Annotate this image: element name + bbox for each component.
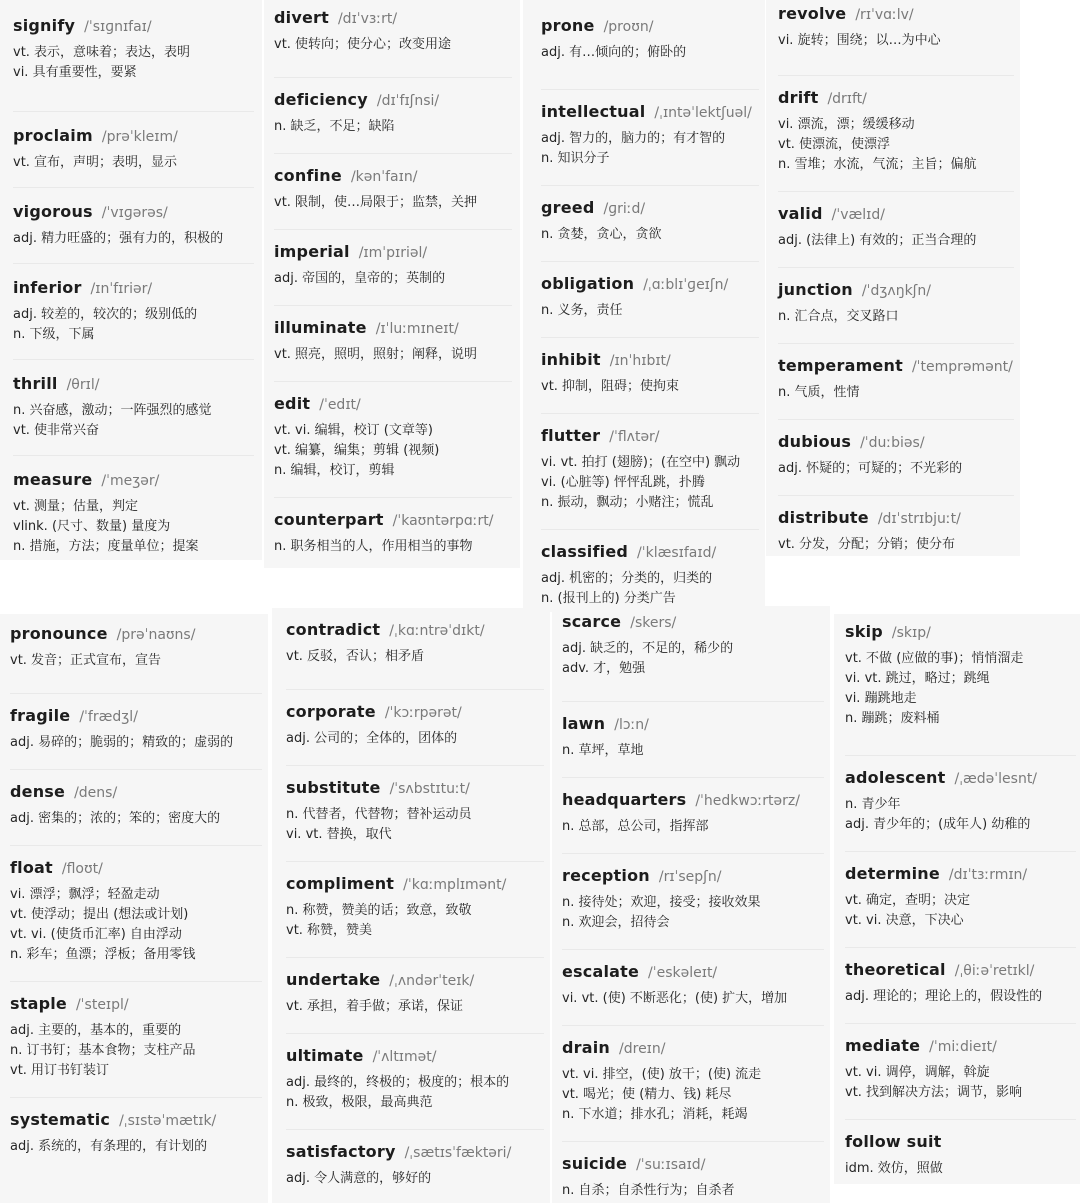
definition: vt. 宣布，声明；表明，显示 (13, 155, 178, 170)
phonetic: /ɪmˈpɪriəl/ (358, 245, 428, 261)
headword: classified (541, 542, 629, 561)
definition: vt. 抑制，阻碍；使拘束 (541, 379, 680, 394)
definition: adj. 怀疑的；可疑的；不光彩的 (778, 461, 963, 476)
definition: vi. 旋转；围绕；以…为中心 (778, 33, 941, 48)
definition: vt. 称赞，赞美 (286, 923, 373, 938)
definition: n. 接待处；欢迎，接受；接收效果 (562, 895, 761, 910)
word-panel-4 (766, 0, 1020, 556)
word-panel-8 (834, 614, 1080, 1184)
definition: n. 总部，总公司，指挥部 (562, 819, 709, 834)
definition: adj. 青少年的；(成年人) 幼稚的 (845, 817, 1031, 832)
phonetic: /ˈkɑːmplɪmənt/ (403, 877, 507, 893)
definition: vi. 蹦跳地走 (845, 691, 917, 706)
headword: reception (562, 866, 650, 885)
headword: determine (845, 864, 940, 883)
word-entry (778, 420, 1014, 496)
definition: vt. vi. (使货币汇率) 自由浮动 (10, 927, 182, 942)
headword: proclaim (13, 126, 93, 145)
phonetic: /ɪˈluːmɪneɪt/ (375, 321, 459, 337)
word-entry (274, 306, 512, 382)
word-entry (845, 852, 1076, 948)
phonetic: /dens/ (74, 785, 118, 801)
word-entry (274, 382, 512, 498)
definition: vlink. (尺寸、数量) 量度为 (13, 519, 171, 534)
word-entry (562, 702, 824, 778)
definition: adj. 易碎的；脆弱的；精致的；虚弱的 (10, 735, 234, 750)
word-entry (778, 496, 1014, 556)
headword: greed (541, 198, 595, 217)
word-entry (778, 344, 1014, 420)
headword: dense (10, 782, 66, 801)
definition: n. 贪婪，贪心，贪欲 (541, 227, 662, 242)
phonetic: /ˈedɪt/ (319, 397, 361, 413)
word-entry (10, 622, 262, 694)
word-panel-2 (264, 0, 520, 568)
headword: drift (778, 88, 819, 107)
headword: imperial (274, 242, 350, 261)
definition: adj. 帝国的，皇帝的；英制的 (274, 271, 446, 286)
definition: adj. 令人满意的，够好的 (286, 1171, 432, 1186)
word-entry (274, 78, 512, 154)
word-entry (541, 262, 759, 338)
phonetic: /ˌɑːblɪˈɡeɪʃn/ (643, 277, 729, 293)
phonetic: /ˈeskəleɪt/ (648, 965, 718, 981)
definition: n. 极致，极限，最高典范 (286, 1095, 433, 1110)
definition: adj. 机密的；分类的，归类的 (541, 571, 713, 586)
phonetic: /ˈduːbiəs/ (860, 435, 925, 451)
phonetic: /ˌkɑːntrəˈdɪkt/ (389, 623, 485, 639)
definition: vt. 分发，分配；分销；使分布 (778, 537, 956, 552)
headword: dubious (778, 432, 852, 451)
headword: contradict (286, 620, 381, 639)
headword: headquarters (562, 790, 687, 809)
headword: satisfactory (286, 1142, 396, 1161)
word-panel-1 (0, 0, 262, 560)
definition: vt. 使漂流，使漂浮 (778, 137, 891, 152)
definition: n. 下水道；排水孔；消耗，耗竭 (562, 1107, 748, 1122)
headword: counterpart (274, 510, 384, 529)
word-entry (562, 854, 824, 950)
phonetic: /ˈvɪɡərəs/ (101, 205, 168, 221)
word-entry (845, 1024, 1076, 1120)
headword: flutter (541, 426, 601, 445)
definition: adj. 智力的，脑力的；有才智的 (541, 131, 726, 146)
definition: vt. vi. 排空，(使) 放干；(使) 流走 (562, 1067, 762, 1082)
definition: n. 职务相当的人，作用相当的事物 (274, 539, 473, 554)
definition: vi. 漂流，漂；缓缓移动 (778, 117, 915, 132)
definition: vt. 喝光；使 (精力、钱) 耗尽 (562, 1087, 732, 1102)
headword: substitute (286, 778, 381, 797)
phonetic: /ˌsætɪsˈfæktəri/ (404, 1145, 512, 1161)
phonetic: /ˈsɪɡnɪfaɪ/ (84, 19, 152, 35)
phonetic: /dreɪn/ (619, 1041, 666, 1057)
phonetic: /prəˈkleɪm/ (101, 129, 178, 145)
word-panel-6 (272, 608, 550, 1203)
headword: fragile (10, 706, 71, 725)
phonetic: /drɪft/ (827, 91, 867, 107)
headword: theoretical (845, 960, 946, 979)
phonetic: /ˈflʌtər/ (609, 429, 660, 445)
definition: vi. 漂浮；飘浮；轻盈走动 (10, 887, 160, 902)
definition: vt. 使非常兴奋 (13, 423, 100, 438)
headword: skip (845, 622, 883, 641)
headword: follow suit (845, 1132, 942, 1151)
headword: signify (13, 16, 76, 35)
definition: vt. vi. 决意，下决心 (845, 913, 964, 928)
phonetic: /ˌsɪstəˈmætɪk/ (119, 1113, 217, 1129)
headword: measure (13, 470, 93, 489)
word-entry (10, 694, 262, 770)
definition: vi. vt. 拍打 (翅膀)；(在空中) 飘动 (541, 455, 741, 470)
definition: vt. 表示，意味着；表达，表明 (13, 45, 191, 60)
definition: vt. 编纂，编集；剪辑 (视频) (274, 443, 440, 458)
phonetic: /θrɪl/ (66, 377, 100, 393)
word-entry (13, 264, 254, 360)
word-entry (13, 112, 254, 188)
word-entry (541, 90, 759, 186)
phonetic: /ˈkaʊntərpɑːrt/ (392, 513, 494, 529)
phonetic: /dɪˈvɜːrt/ (337, 11, 398, 27)
word-entry (562, 778, 824, 854)
phonetic: /ˈmeʒər/ (101, 473, 160, 489)
word-entry (274, 154, 512, 230)
phonetic: /prəˈnaʊns/ (116, 627, 196, 643)
headword: divert (274, 8, 329, 27)
word-entry (286, 618, 544, 690)
headword: corporate (286, 702, 376, 721)
word-entry (286, 1130, 544, 1200)
headword: inhibit (541, 350, 601, 369)
phonetic: /ˈtemprəmənt/ (911, 359, 1013, 375)
definition: n. 自杀；自杀性行为；自杀者 (562, 1183, 735, 1198)
definition: vt. vi. 调停，调解，斡旋 (845, 1065, 990, 1080)
headword: float (10, 858, 53, 877)
headword: scarce (562, 612, 622, 631)
phonetic: /proʊn/ (603, 19, 654, 35)
definition: n. 汇合点，交叉路口 (778, 309, 899, 324)
word-entry (10, 846, 262, 982)
phonetic: /dɪˈstrɪbjuːt/ (877, 511, 961, 527)
word-entry (13, 456, 254, 560)
headword: suicide (562, 1154, 628, 1173)
word-entry (10, 982, 262, 1098)
definition: vt. 发音；正式宣布，宣告 (10, 653, 162, 668)
phonetic: /ˈsʌbstɪtuːt/ (389, 781, 470, 797)
word-entry (10, 1098, 262, 1174)
definition: n. 编辑，校订，剪辑 (274, 463, 395, 478)
definition: n. 彩车；鱼漂；浮板；备用零钱 (10, 947, 196, 962)
definition: n. 义务，责任 (541, 303, 623, 318)
definition: n. 知识分子 (541, 151, 610, 166)
definition: n. 下级，下属 (13, 327, 95, 342)
word-entry (778, 192, 1014, 268)
phonetic: /ɪnˈfɪriər/ (90, 281, 153, 297)
definition: n. 气质，性情 (778, 385, 860, 400)
word-entry (10, 770, 262, 846)
word-panel-3 (523, 0, 765, 612)
headword: illuminate (274, 318, 367, 337)
headword: drain (562, 1038, 611, 1057)
word-entry (541, 14, 759, 90)
headword: deficiency (274, 90, 368, 109)
definition: n. 代替者，代替物；替补运动员 (286, 807, 472, 822)
headword: intellectual (541, 102, 646, 121)
definition: vi. vt. (使) 不断恶化；(使) 扩大，增加 (562, 991, 788, 1006)
word-entry (13, 14, 254, 112)
definition: adj. 主要的，基本的，重要的 (10, 1023, 182, 1038)
headword: obligation (541, 274, 635, 293)
definition: vt. 使浮动；提出 (想法或计划) (10, 907, 189, 922)
definition: n. 蹦跳；废料桶 (845, 711, 940, 726)
definition: adv. 才，勉强 (562, 661, 646, 676)
phonetic: /ˈʌltɪmət/ (372, 1049, 437, 1065)
phonetic: /floʊt/ (61, 861, 103, 877)
word-entry (541, 530, 759, 612)
definition: adj. 有…倾向的；俯卧的 (541, 45, 687, 60)
word-entry (778, 268, 1014, 344)
word-entry (13, 188, 254, 264)
headword: prone (541, 16, 595, 35)
definition: vt. 测量；估量，判定 (13, 499, 139, 514)
definition: vt. 找到解决方法；调节，影响 (845, 1085, 1023, 1100)
word-entry (845, 620, 1076, 756)
phonetic: /lɔːn/ (614, 717, 649, 733)
headword: confine (274, 166, 342, 185)
phonetic: /skɪp/ (891, 625, 931, 641)
definition: vt. 用订书钉装订 (10, 1063, 110, 1078)
headword: mediate (845, 1036, 921, 1055)
headword: junction (778, 280, 853, 299)
definition: vt. vi. 编辑，校订 (文章等) (274, 423, 433, 438)
definition: adj. 较差的，较次的；级别低的 (13, 307, 198, 322)
headword: systematic (10, 1110, 111, 1129)
definition: idm. 效仿，照做 (845, 1161, 943, 1176)
definition: adj. 缺乏的，不足的，稀少的 (562, 641, 734, 656)
phonetic: /dɪˈfɪʃnsi/ (376, 93, 440, 109)
word-entry (286, 766, 544, 862)
word-entry (845, 948, 1076, 1024)
definition: n. 称赞，赞美的话；致意，致敬 (286, 903, 472, 918)
definition: vt. 确定，查明；决定 (845, 893, 971, 908)
phonetic: /ˌθiːəˈretɪkl/ (954, 963, 1035, 979)
headword: inferior (13, 278, 82, 297)
headword: adolescent (845, 768, 946, 787)
headword: ultimate (286, 1046, 364, 1065)
word-entry (778, 76, 1014, 192)
definition: adj. 系统的，有条理的，有计划的 (10, 1139, 208, 1154)
definition: vt. 不做 (应做的事)；悄悄溜走 (845, 651, 1024, 666)
headword: pronounce (10, 624, 108, 643)
headword: vigorous (13, 202, 93, 221)
phonetic: /ɡriːd/ (603, 201, 646, 217)
headword: escalate (562, 962, 640, 981)
headword: lawn (562, 714, 606, 733)
word-entry (845, 1120, 1076, 1182)
definition: vi. vt. 替换，取代 (286, 827, 392, 842)
phonetic: /rɪˈsepʃn/ (658, 869, 722, 885)
phonetic: /ˈdʒʌŋkʃn/ (861, 283, 931, 299)
headword: compliment (286, 874, 395, 893)
word-entry (286, 862, 544, 958)
headword: thrill (13, 374, 58, 393)
word-entry (562, 1142, 824, 1203)
definition: n. 青少年 (845, 797, 901, 812)
definition: adj. 公司的；全体的，团体的 (286, 731, 458, 746)
phonetic: /ˈsuːɪsaɪd/ (636, 1157, 706, 1173)
word-panel-7 (552, 606, 830, 1203)
headword: revolve (778, 4, 847, 23)
definition: adj. 密集的；浓的；笨的；密度大的 (10, 811, 221, 826)
word-entry (286, 1034, 544, 1130)
headword: staple (10, 994, 67, 1013)
word-entry (274, 498, 512, 568)
phonetic: /ˈsteɪpl/ (75, 997, 129, 1013)
phonetic: /ˌɪntəˈlektʃuəl/ (654, 105, 752, 121)
headword: undertake (286, 970, 381, 989)
definition: adj. (法律上) 有效的；正当合理的 (778, 233, 977, 248)
word-entry (562, 1026, 824, 1142)
phonetic: /ˈfrædʒl/ (79, 709, 138, 725)
definition: adj. 理论的；理论上的，假设性的 (845, 989, 1043, 1004)
definition: n. (报刊上的) 分类广告 (541, 591, 676, 606)
definition: n. 雪堆；水流，气流；主旨；偏航 (778, 157, 977, 172)
headword: distribute (778, 508, 869, 527)
phonetic: /ˈkɔːrpərət/ (384, 705, 462, 721)
phonetic: /skers/ (630, 615, 677, 631)
phonetic: /ˈklæsɪfaɪd/ (637, 545, 717, 561)
phonetic: /kənˈfaɪn/ (350, 169, 418, 185)
phonetic: /ˈvælɪd/ (831, 207, 885, 223)
phonetic: /ˈmiːdieɪt/ (929, 1039, 997, 1055)
definition: n. 措施，方法；度量单位；提案 (13, 539, 199, 554)
word-entry (541, 338, 759, 414)
word-entry (541, 414, 759, 530)
definition: vi. 具有重要性，要紧 (13, 65, 137, 80)
definition: vt. 限制，使…局限于；监禁，关押 (274, 195, 478, 210)
definition: adj. 最终的，终极的；极度的；根本的 (286, 1075, 510, 1090)
definition: n. 缺乏，不足；缺陷 (274, 119, 395, 134)
phonetic: /rɪˈvɑːlv/ (855, 7, 914, 23)
word-entry (13, 360, 254, 456)
word-entry (562, 610, 824, 702)
word-panel-5 (0, 614, 268, 1203)
definition: vi. vt. 跳过，略过；跳绳 (845, 671, 990, 686)
definition: n. 订书钉；基本食物；支柱产品 (10, 1043, 196, 1058)
word-entry (845, 756, 1076, 852)
word-entry (778, 2, 1014, 76)
definition: n. 振动，飘动；小赌注；慌乱 (541, 495, 714, 510)
definition: n. 兴奋感，激动；一阵强烈的感觉 (13, 403, 212, 418)
word-entry (286, 958, 544, 1034)
word-entry (541, 186, 759, 262)
definition: n. 欢迎会，招待会 (562, 915, 670, 930)
phonetic: /ɪnˈhɪbɪt/ (609, 353, 671, 369)
headword: temperament (778, 356, 903, 375)
definition: vt. 承担，着手做；承诺，保证 (286, 999, 464, 1014)
headword: edit (274, 394, 311, 413)
definition: n. 草坪，草地 (562, 743, 644, 758)
word-entry (274, 230, 512, 306)
definition: vi. (心脏等) 怦怦乱跳，扑腾 (541, 475, 705, 490)
word-entry (274, 6, 512, 78)
word-entry (562, 950, 824, 1026)
phonetic: /dɪˈtɜːrmɪn/ (948, 867, 1028, 883)
phonetic: /ˌædəˈlesnt/ (954, 771, 1038, 787)
phonetic: /ˌʌndərˈteɪk/ (389, 973, 475, 989)
phonetic: /ˈhedkwɔːrtərz/ (695, 793, 800, 809)
definition: vt. 反驳，否认；相矛盾 (286, 649, 425, 664)
word-entry (286, 690, 544, 766)
definition: vt. 使转向；使分心；改变用途 (274, 37, 452, 52)
headword: valid (778, 204, 823, 223)
definition: vt. 照亮，照明，照射；阐释，说明 (274, 347, 478, 362)
definition: adj. 精力旺盛的；强有力的，积极的 (13, 231, 224, 246)
